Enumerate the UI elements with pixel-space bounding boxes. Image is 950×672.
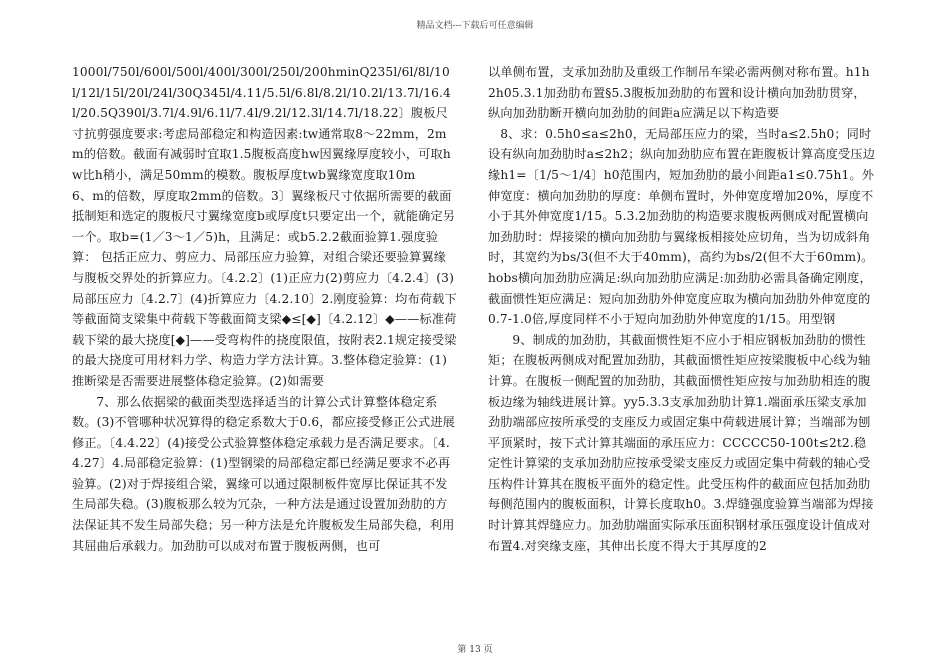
left-column — [72, 62, 458, 556]
paragraph: 8、求：0.5h0≤a≤2h0，无局部压应力的梁，当时a≤2.5h0；同时设有纵向加劲肋时a≤2h2；纵向加劲肋应布置在距腹板计算高度受压边缘h1=〔1/5～1/4〕h0范围内，短加劲肋的最小间距a1≤0.75h1。外伸宽度：横向加劲肋的厚度：单侧布置时，外伸宽度增加20%，厚度不小于其外伸宽度1/15。5.3.2加劲肋的构造要求腹板两侧成对配置横向加劲肋时：焊接梁的横向加劲肋与翼缘板相接处应切角，当为切成斜角时，其宽约为bs/3(但不大于40mm)，高约为bs/2(但不大于60mm)。hobs横向加劲肋应满足:纵向加劲肋应满足:加劲肋必需具备确定刚度，截面惯性矩应满足：短向加劲肋外伸宽度应取为横向加劲肋外伸宽度的0.7-1.0倍,厚度同样不小于短向加劲肋外伸宽度的1/15。用型钢 — [488, 126, 876, 327]
paragraph: 9、制成的加劲肋，其截面惯性矩不应小于相应钢板加劲肋的惯性矩；在腹板两侧成对配置加劲肋，其截面惯性矩应按梁腹板中心线为轴计算。在腹板一侧配置的加劲肋，其截面惯性矩应按与加劲肋相连的腹板边缘为轴线进展计算。yy5.3.3支承加劲肋计算1.端面承压梁支承加劲肋端部应按所承受的支座反力或固定集中荷载进展计算；当端部为刨平顶紧时，按下式计算其端面的承压应力：CCCCC50-100t≤2t2.稳定性计算梁的支承加劲肋应按承受梁支座反力或固定集中荷载的轴心受压构件计算其在腹板平面外的稳定性。此受压构件的截面应包括加劲肋每侧范围内的腹板面积，计算长度取h0。3.焊缝强度验算当端部为焊接时计算其焊缝应力。加劲肋端面实际承压面积钢材承压强度设计值成对布置4.对突缘支座，其伸出长度不得大于其厚度的2 — [488, 332, 874, 553]
paragraph: 1000l/750l/600l/500l/400l/300l/250l/200hminQ235l/6l/8l/10l/12l/15l/20l/24l/30Q345l/4.11/5.5l/6.8l/8.2l/10.2l/13.7l/16.4l/20.5Q390l/3.7l/4.9l/6.1l/7.4l/9.2l/12.3l/14.7l/18.22〕腹板尺寸抗剪强度要求:考虑局部稳定和构造因素:tw通常取8～22mm，2mm的倍数。截面有减弱时宜取1.5腹板高度hw因翼缘厚度较小，可取hw比h稍小，满足50mm的模数。腹板厚度twb翼缘宽度取10m — [72, 65, 451, 182]
page-number: 第 13 页 — [457, 645, 493, 655]
paragraph: 7、那么依据梁的截面类型选择适当的计算公式计算整体稳定系数。(3)不管哪种状况算得的稳定系数大于0.6，都应接受修正公式进展修正。〔4.4.22〕(4)接受公式验算整体稳定承载力是否满足要求。〔4.4.27〕4.局部稳定验算：(1)型钢梁的局部稳定都已经满足要求不必再验算。(2)对于焊接组合梁，翼缘可以通过限制板件宽厚比保证其不发生局部失稳。(3)腹板那么较为冗杂，一种方法是通过设置加劲肋的方法保证其不发生局部失稳；另一种方法是允许腹板发生局部失稳，利用其屈曲后承载力。加劲肋可以成对布置于腹板两侧，也可 — [72, 394, 455, 553]
right-column — [488, 62, 876, 556]
page-header: 精品文档---下载后可任意编辑 — [416, 21, 534, 31]
paragraph: 以单侧布置，支承加劲肋及重级工作制吊车梁必需两侧对称布置。h1h2h05.3.1加劲肋布置§5.3腹板加劲肋的布置和设计横向加劲肋贯穿，纵向加劲肋断开横向加劲肋的间距a应满足以下构造要 — [488, 65, 870, 121]
paragraph: 6、m的倍数，厚度取2mm的倍数。3〕翼缘板尺寸依据所需要的截面抵制矩和选定的腹板尺寸翼缘宽度b或厚度t只要定出一个，就能确定另一个。取b=(1／3～1／5)h，且满足：或b5.2.2截面验算1.强度验算： 包括正应力、剪应力、局部压应力验算，对组合梁还要验算翼缘与腹板交界处的折算应力。〔4.2.2〕(1)正应力(2)剪应力〔4.2.4〕(3)局部压应力〔4.2.7〕(4)折算应力〔4.2.10〕2.刚度验算：均布荷载下等截面简支梁集中荷载下等截面简支梁◆≤[◆]〔4.2.12〕◆——标准荷载下梁的最大挠度[◆]——受弯构件的挠度限值，按附表2.1规定接受梁的最大挠度可用材料力学、构造力学方法计算。3.整体稳定验算：(1)推断梁是否需要进展整体稳定验算。(2)如需要 — [72, 188, 457, 388]
